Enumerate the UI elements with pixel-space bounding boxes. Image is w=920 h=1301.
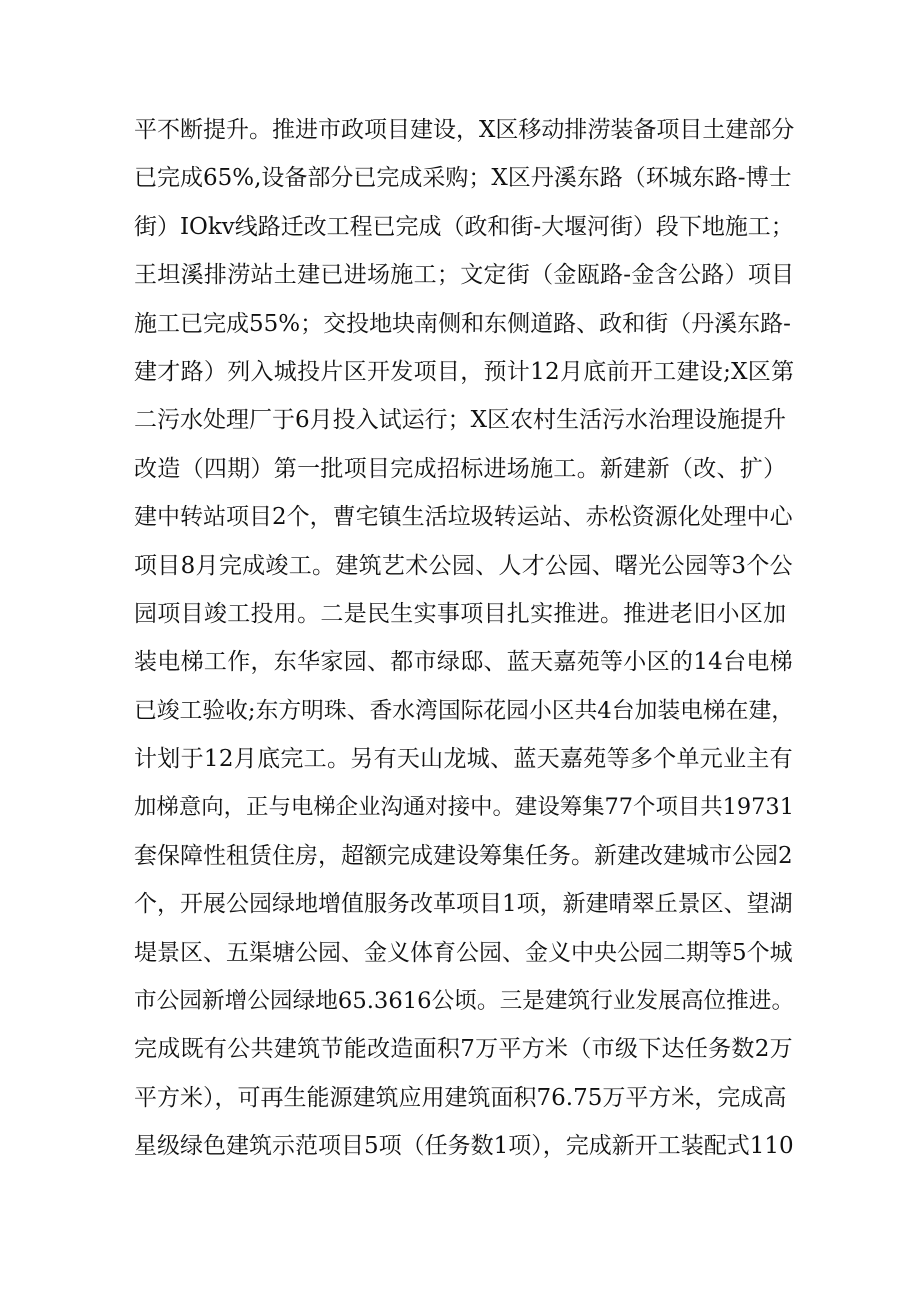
text-line-21: 平方米），可再生能源建筑应用建筑面积76.75万平方米，完成高 bbox=[134, 1084, 787, 1111]
text-line-2: 已完成65%,设备部分已完成采购；X区丹溪东路（环城东路-博士 bbox=[134, 165, 792, 192]
text-line-5: 施工已完成55%；交投地块南侧和东侧道路、政和街（丹溪东路- bbox=[134, 310, 791, 337]
text-line-6: 建才路）列入城投片区开发项目，预计12月底前开工建设;X区第 bbox=[134, 358, 795, 385]
text-line-19: 市公园新增公园绿地65.3616公顷。三是建筑行业发展高位推进。 bbox=[134, 988, 795, 1015]
text-line-11: 园项目竣工投用。二是民生实事项目扎实推进。推进老旧小区加 bbox=[134, 600, 787, 627]
text-line-15: 加梯意向，正与电梯企业沟通对接中。建设筹集77个项目共19731 bbox=[134, 794, 794, 821]
text-line-22: 星级绿色建筑示范项目5项（任务数1项），完成新开工装配式110 bbox=[134, 1133, 794, 1160]
text-line-13: 已竣工验收;东方明珠、香水湾国际花园小区共4台加装电梯在建， bbox=[134, 697, 795, 724]
text-line-10: 项目8月完成竣工。建筑艺术公园、人才公园、曙光公园等3个公 bbox=[134, 552, 793, 579]
text-line-1: 平不断提升。推进市政项目建设，X区移动排涝装备项目土建部分 bbox=[134, 117, 795, 143]
text-line-14: 计划于12月底完工。另有天山龙城、蓝天嘉苑等多个单元业主有 bbox=[134, 746, 793, 773]
body-text bbox=[134, 106, 794, 1171]
text-line-16: 套保障性租赁住房，超额完成建设筹集任务。新建改建城市公园2 bbox=[134, 842, 793, 869]
text-line-9: 建中转站项目2个，曹宅镇生活垃圾转运站、赤松资源化处理中心 bbox=[134, 504, 793, 531]
text-line-20: 完成既有公共建筑节能改造面积7万平方米（市级下达任务数2万 bbox=[134, 1036, 793, 1063]
text-line-4: 王坦溪排涝站土建已进场施工；文定街（金瓯路-金含公路）项目 bbox=[134, 262, 795, 289]
text-line-8: 改造（四期）第一批项目完成招标进场施工。新建新（改、扩） bbox=[134, 455, 787, 482]
text-line-12: 装电梯工作，东华家园、都市绿邸、蓝天嘉苑等小区的14台电梯 bbox=[134, 649, 793, 676]
text-line-18: 堤景区、五渠塘公园、金义体育公园、金义中央公园二期等5个城 bbox=[134, 939, 793, 966]
text-line-3: 街）IOkv线路迁改工程已完成（政和街-大堰河街）段下地施工； bbox=[134, 213, 794, 240]
text-line-17: 个，开展公园绿地增值服务改革项目1项，新建晴翠丘景区、望湖 bbox=[134, 891, 793, 918]
text-line-7: 二污水处理厂于6月投入试运行；X区农村生活污水治理设施提升 bbox=[134, 407, 787, 434]
